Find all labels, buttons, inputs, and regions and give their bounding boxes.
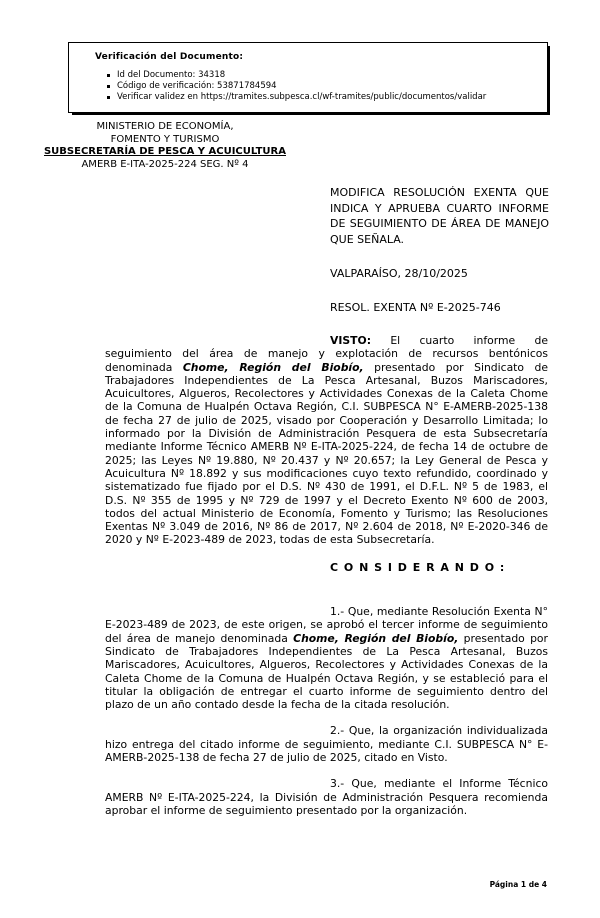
visto-paragraph (105, 334, 548, 547)
verification-item-url: Verificar validez en https://tramites.subpesca.cl/wf-tramites/public/documentos/validar (107, 92, 539, 103)
considerando-item-1 (105, 605, 548, 711)
item1-area-name: Chome, Región del Biobío, (293, 631, 459, 645)
page-indicator: Página 1 de 4 (489, 880, 547, 889)
ministry-line-2: FOMENTO Y TURISMO (110, 133, 220, 145)
verification-item-document-id: Id del Documento: 34318 (107, 70, 539, 81)
verification-title: Verificación del Documento: (95, 52, 244, 62)
title-block (330, 185, 549, 314)
place-and-date: VALPARAÍSO, 28/10/2025 (330, 266, 468, 280)
visto-text-after: presentado por Sindicato de Trabajadores Independientes de La Pesca Artesanal, Buzos Mariscadores, Acuicultores, Algueros, Recolectores y Actividades Conexas de la Caleta Chome de la Comuna de Hualpén Octava Región, C.I. SUBPESCA N° E-AMERB-2025-138 de fecha 27 de julio de 2025, visado por Cooperación y Desarrollo Limitada; lo informado por la División de Administración Pesquera de esta Subsecretaría mediante Informe Técnico AMERB Nº E-ITA-2025-224, de fecha 14 de octubre de 2025; las Leyes Nº 19.880, Nº 20.437 y Nº 20.657; la Ley General de Pesca y Acuicultura Nº 18.892 y sus modificaciones cuyo texto refundido, coordinado y sistematizado fue fijado por el D.S. Nº 430 de 1991, el D.F.L. Nº 5 de 1983, el D.S. Nº 355 de 1995 y Nº 729 de 1997 y el Decreto Exento Nº 600 de 2003, todos del actual Ministerio de Economía, Fomento y Turismo; las Resoluciones Exentas Nº 3.049 de 2016, Nº 86 de 2017, Nº 2.604 de 2018, Nº E-2020-346 de 2020 y Nº E-2023-489 de 2023, todas de esta Subsecretaría. (105, 360, 548, 547)
visto-label: VISTO: (330, 334, 372, 347)
letterhead (40, 121, 290, 171)
considerando-item-3: 3.- Que, mediante el Informe Técnico AMERB Nº E-ITA-2025-224, la División de Administración Pesquera recomienda aprobar el informe de seguimiento presentado por la organización. (105, 777, 548, 817)
verification-item-code: Código de verificación: 53871784594 (107, 81, 539, 92)
amerb-reference-line: AMERB E-ITA-2025-224 SEG. Nº 4 (81, 158, 249, 170)
visto-text-before: El cuarto informe de seguimiento del área de manejo y explotación de recursos bentónicos denominada (105, 334, 548, 374)
item1-text-before: 1.- Que, mediante Resolución Exenta N° E-2023-489 de 2023, de este origen, se aprobó el tercer informe de seguimiento del área de manejo denominada (105, 605, 548, 645)
item1-text-after: presentado por Sindicato de Trabajadores Independientes de La Pesca Artesanal, Buzos Mariscadores, Acuicultores, Algueros, Recolectores y Actividades Conexas de la Caleta Chome de la Comuna de Hualpén Octava Región, y se estableció para el titular la obligación de entregar el cuarto informe de seguimiento dentro del plazo de un año contado desde la fecha de la citada resolución. (105, 631, 548, 712)
document-body (105, 334, 548, 817)
ministry-line-1: MINISTERIO DE ECONOMÍA, (96, 121, 234, 132)
verification-list (107, 70, 539, 103)
verification-box (68, 42, 548, 113)
subsecretaria-line: SUBSECRETARÍA DE PESCA Y ACUICULTURA (43, 146, 286, 158)
visto-area-name: Chome, Región del Biobío, (182, 360, 364, 374)
considerando-item-2: 2.- Que, la organización individualizada hizo entrega del citado informe de seguimiento, mediante C.I. SUBPESCA N° E-AMERB-2025-138 de fecha 27 de julio de 2025, citado en Visto. (105, 724, 548, 765)
resolution-number: RESOL. EXENTA Nº E-2025-746 (330, 300, 501, 314)
resolution-subject: MODIFICA RESOLUCIÓN EXENTA QUE INDICA Y APRUEBA CUARTO INFORME DE SEGUIMIENTO DE ÁREA DE MANEJO QUE SEÑALA. (330, 186, 549, 247)
considerando-heading: C O N S I D E R A N D O : (330, 560, 506, 574)
